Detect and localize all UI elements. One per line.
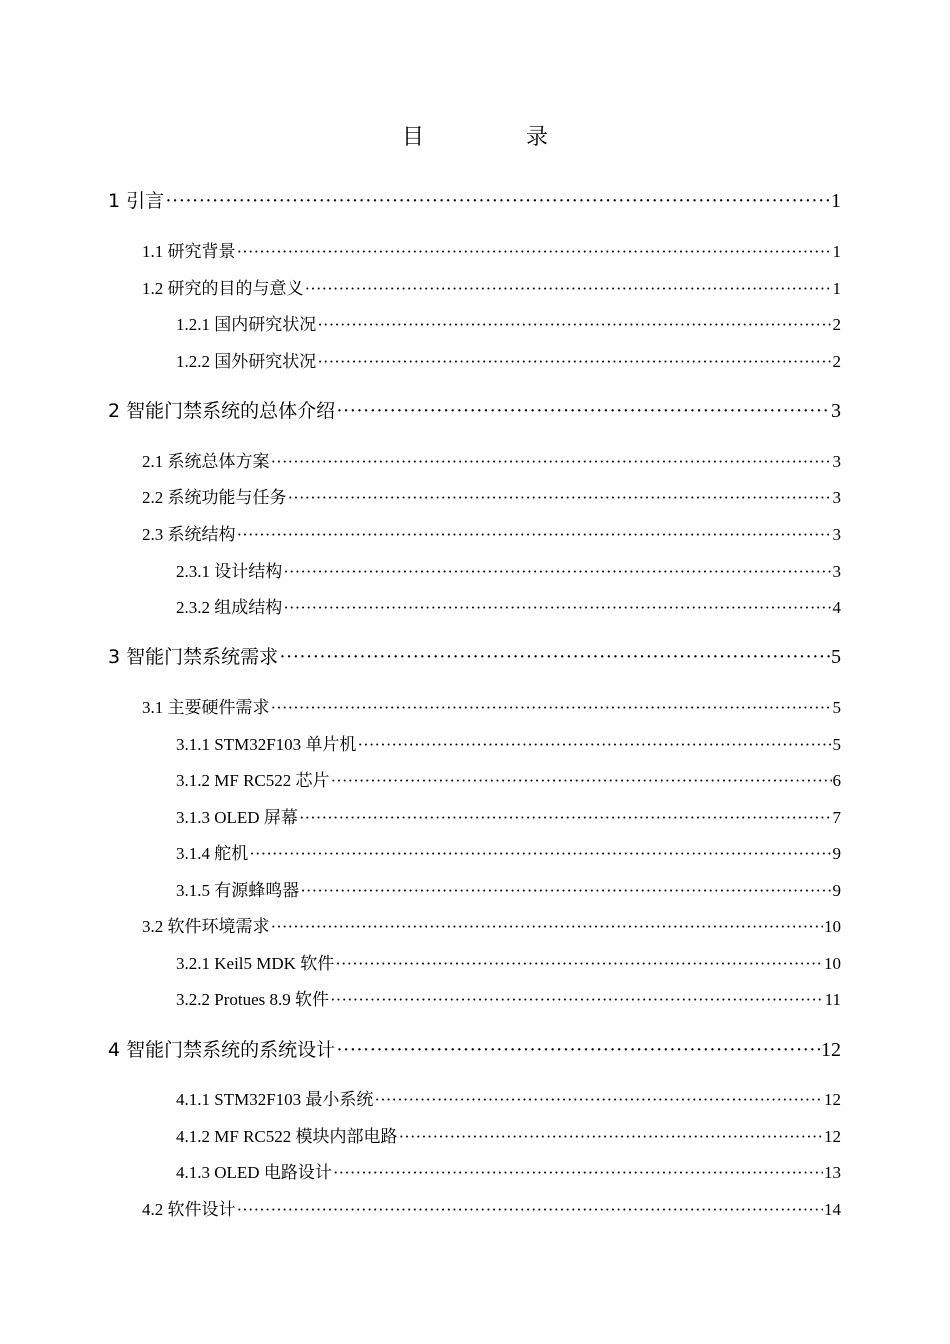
toc-entry-page-number: 3 [832,525,841,544]
toc-dot-leader [399,1127,824,1147]
toc-dot-leader [283,562,831,582]
toc-entry-page-number: 1 [832,242,841,261]
toc-entry[interactable] [142,1195,841,1220]
toc-dot-leader [237,1200,824,1220]
toc-entry-page-number: 12 [824,1090,841,1109]
toc-dot-leader [357,735,831,755]
toc-entry-label: 1.2.2 国外研究状况 [176,352,317,371]
toc-entry[interactable] [142,693,841,718]
toc-entry-page-number: 9 [832,881,841,900]
toc-entry-label: 1.2.1 国内研究状况 [176,315,317,334]
toc-dot-leader [333,1163,823,1183]
toc-entry-page-number: 7 [832,808,841,827]
toc-entry[interactable] [176,1122,841,1147]
toc-entry-label: 3.2.2 Protues 8.9 软件 [176,990,329,1009]
toc-dot-leader [283,598,831,618]
toc-dot-leader [336,400,830,423]
toc-entry[interactable] [142,237,841,262]
toc-entry-label: 4.1.3 OLED 电路设计 [176,1163,332,1182]
toc-dot-leader [237,525,832,545]
toc-entry-page-number: 1 [831,190,841,212]
toc-entry-label: 3.1 主要硬件需求 [142,698,270,717]
toc-entry[interactable] [142,483,841,508]
toc-entry[interactable] [108,186,841,213]
toc-entry[interactable] [176,1158,841,1183]
toc-dot-leader [271,917,824,937]
toc-entry[interactable] [142,520,841,545]
toc-entry-label: 3.1.1 STM32F103 单片机 [176,735,357,754]
toc-entry-label: 3.1.4 舵机 [176,844,249,863]
toc-entry[interactable] [176,1085,841,1110]
toc-dot-leader [165,190,830,213]
toc-entry-label: 2.3.1 设计结构 [176,562,283,581]
toc-entry[interactable] [142,912,841,937]
toc-dot-leader [335,954,823,974]
toc-dot-leader [374,1090,823,1110]
toc-dot-leader [336,1039,820,1062]
toc-dot-leader [299,808,832,828]
toc-entry[interactable] [176,310,841,335]
toc-entry-label: 1 引言 [108,190,165,212]
toc-dot-leader [249,844,831,864]
toc-entry[interactable] [176,766,841,791]
toc-entry[interactable] [176,347,841,372]
toc-entry-page-number: 12 [824,1127,841,1146]
toc-entry-label: 2.1 系统总体方案 [142,452,270,471]
toc-dot-leader [330,990,824,1010]
toc-entry[interactable] [108,396,841,423]
toc-entry-page-number: 5 [832,698,841,717]
toc-entry-page-number: 3 [831,400,841,422]
toc-dot-leader [300,881,831,901]
toc-entry-page-number: 5 [831,646,841,668]
toc-entry-label: 3.1.5 有源蜂鸣器 [176,881,300,900]
toc-dot-leader [317,315,831,335]
toc-entry-label: 2.3 系统结构 [142,525,236,544]
toc-dot-leader [271,452,832,472]
toc-entry-page-number: 2 [832,315,841,334]
toc-entry[interactable] [176,839,841,864]
toc-entry-label: 3.2 软件环境需求 [142,917,270,936]
toc-entry[interactable] [176,803,841,828]
toc-entry-page-number: 9 [832,844,841,863]
toc-entry-page-number: 5 [832,735,841,754]
toc-entry-label: 4.1.2 MF RC522 模块内部电路 [176,1127,398,1146]
toc-entry[interactable] [176,593,841,618]
toc-entry-label: 3.2.1 Keil5 MDK 软件 [176,954,335,973]
toc-entry[interactable] [176,949,841,974]
toc-entry[interactable] [108,1035,841,1062]
toc-entry-label: 4.2 软件设计 [142,1200,236,1219]
toc-dot-leader [317,352,831,372]
toc-entry[interactable] [176,557,841,582]
toc-entry-label: 2 智能门禁系统的总体介绍 [108,400,336,422]
toc-entry-page-number: 3 [832,488,841,507]
toc-entry-page-number: 10 [824,917,841,936]
toc-entry-label: 4 智能门禁系统的系统设计 [108,1039,336,1061]
toc-entry-page-number: 13 [824,1163,841,1182]
toc-entry-page-number: 3 [832,562,841,581]
toc-dot-leader [271,698,832,718]
toc-entry-label: 2.3.2 组成结构 [176,598,283,617]
toc-entry[interactable] [176,876,841,901]
toc-dot-leader [279,646,830,669]
toc-entry-label: 1.1 研究背景 [142,242,236,261]
toc-entry[interactable] [142,274,841,299]
toc-entry-page-number: 6 [832,771,841,790]
toc-entry-label: 3.1.3 OLED 屏幕 [176,808,298,827]
toc-entry-label: 3 智能门禁系统需求 [108,646,279,668]
toc-entry[interactable] [142,447,841,472]
toc-entry-label: 3.1.2 MF RC522 芯片 [176,771,330,790]
toc-dot-leader [237,242,832,262]
toc-entry-page-number: 11 [824,990,841,1009]
toc-dot-leader [305,279,832,299]
toc-entry-page-number: 3 [832,452,841,471]
toc-entry-page-number: 14 [824,1200,841,1219]
toc-dot-leader [331,771,832,791]
toc-entry-page-number: 10 [824,954,841,973]
toc-entry[interactable] [176,985,841,1010]
toc-entry-page-number: 12 [821,1039,841,1061]
toc-entry[interactable] [108,642,841,669]
toc-entry-label: 4.1.1 STM32F103 最小系统 [176,1090,374,1109]
toc-entry-page-number: 4 [832,598,841,617]
toc-dot-leader [288,488,832,508]
toc-title: 目 录 [401,125,588,150]
toc-entry[interactable] [176,730,841,755]
toc-entry-label: 1.2 研究的目的与意义 [142,279,304,298]
toc-entry-page-number: 1 [832,279,841,298]
toc-entry-label: 2.2 系统功能与任务 [142,488,287,507]
toc-entry-page-number: 2 [832,352,841,371]
